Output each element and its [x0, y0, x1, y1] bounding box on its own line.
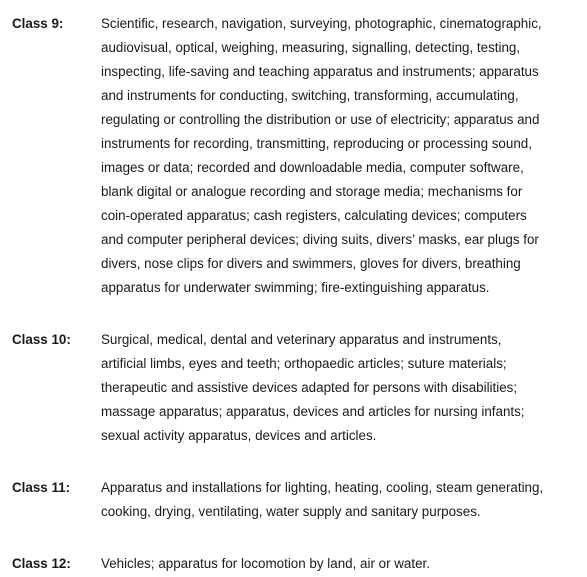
description-line: cooking, drying, ventilating, water supply and sanitary purposes. — [101, 504, 481, 519]
description-line: divers, nose clips for divers and swimmers, gloves for divers, breathing — [101, 256, 521, 271]
description-line: and computer peripheral devices; diving suits, divers’ masks, ear plugs for — [101, 232, 539, 247]
description-line: therapeutic and assistive devices adapted for persons with disabilities; — [101, 380, 518, 395]
description-line: apparatus for underwater swimming; fire-extinguishing apparatus. — [101, 280, 490, 295]
description-line: Surgical, medical, dental and veterinary apparatus and instruments, — [101, 332, 502, 347]
class-label: Class 12: — [12, 556, 71, 571]
description-line: sexual activity apparatus, devices and articles. — [101, 428, 377, 443]
description-line: artificial limbs, eyes and teeth; orthopaedic articles; suture materials; — [101, 356, 507, 371]
class-label: Class 10: — [12, 332, 71, 347]
description-line: Scientific, research, navigation, surveying, photographic, cinematographic, — [101, 16, 542, 31]
description-line: Apparatus and installations for lighting, heating, cooling, steam generating, — [101, 480, 544, 495]
class-label: Class 9: — [12, 16, 64, 31]
class-description — [101, 328, 585, 448]
description-line: audiovisual, optical, weighing, measuring, signalling, detecting, testing, — [101, 40, 521, 55]
description-line: images or data; recorded and downloadable media, computer software, — [101, 160, 524, 175]
class-description — [101, 12, 585, 300]
description-line: coin-operated apparatus; cash registers, calculating devices; computers — [101, 208, 527, 223]
class-description — [101, 476, 585, 524]
description-line: massage apparatus; apparatus, devices and articles for nursing infants; — [101, 404, 525, 419]
description-line: regulating or controlling the distribution or use of electricity; apparatus and — [101, 112, 540, 127]
description-line: and instruments for conducting, switching, transforming, accumulating, — [101, 88, 519, 103]
description-line: blank digital or analogue recording and storage media; mechanisms for — [101, 184, 523, 199]
class-description — [101, 552, 585, 576]
class-label: Class 11: — [12, 480, 71, 495]
description-line: instruments for recording, transmitting, reproducing or processing sound, — [101, 136, 532, 151]
description-line: inspecting, life-saving and teaching apparatus and instruments; apparatus — [101, 64, 539, 79]
description-line: Vehicles; apparatus for locomotion by land, air or water. — [101, 556, 430, 571]
